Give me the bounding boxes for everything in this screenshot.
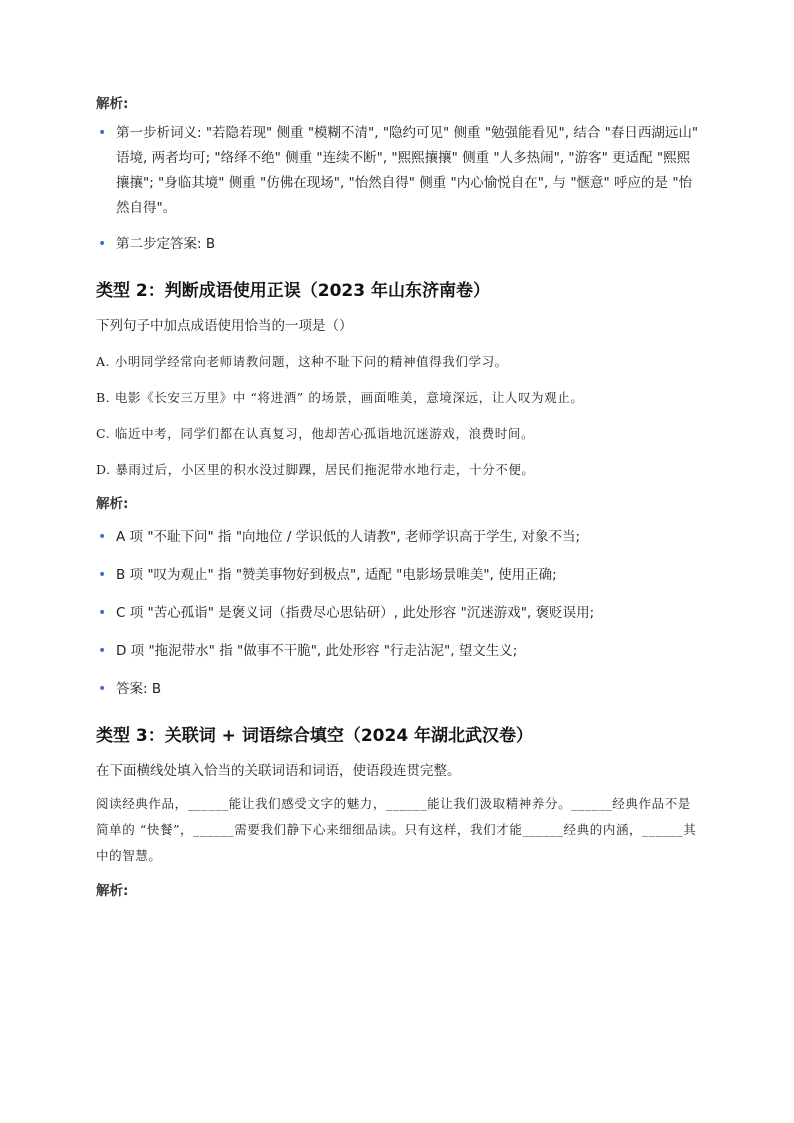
- analysis-item: • 第一步析词义: "若隐若现" 侧重 "模糊不清", "隐约可见" 侧重 "勉强能看见", 结合 "春日西湖远山" 语境, 两者均可; "络绎不绝" 侧重 "连续不断", "熙熙攘攘" 侧重 "人多热闹", "游客" 更适配 "熙熙攘攘"; "身临其境" 侧重 "仿佛在现场", "怡然自得" 侧重 "内心愉悦自在", 与 "惬意" 呼应的是 "怡然自得"。: [96, 121, 702, 221]
- analysis-item: • C 项 "苦心孤诣" 是褒义词（指费尽心思钻研）, 此处形容 "沉迷游戏", 褒贬误用;: [96, 601, 702, 626]
- section-heading: 类型 2：判断成语使用正误（2023 年山东济南卷）: [96, 281, 490, 301]
- analysis-list: [96, 121, 702, 257]
- analysis-list: [96, 525, 702, 702]
- analysis-label: 解析:: [96, 96, 129, 112]
- instruction-text: 在下面横线处填入恰当的关联词语和词语，使语段连贯完整。: [96, 763, 461, 779]
- option-a: A. 小明同学经常向老师请教问题，这种不耻下问的精神值得我们学习。: [96, 354, 508, 369]
- section-heading: 类型 3：关联词 + 词语综合填空（2024 年湖北武汉卷）: [96, 726, 534, 746]
- analysis-label: 解析:: [96, 883, 129, 899]
- analysis-item: • D 项 "拖泥带水" 指 "做事不干脆", 此处形容 "行走沾泥", 望文生义;: [96, 639, 702, 664]
- option-b: B. 电影《长安三万里》中 “将进酒” 的场景，画面唯美，意境深远，让人叹为观止。: [96, 390, 584, 405]
- option-d: D. 暴雨过后，小区里的积水没过脚踝，居民们拖泥带水地行走，十分不便。: [96, 462, 535, 477]
- analysis-item: • A 项 "不耻下问" 指 "向地位 / 学识低的人请教", 老师学识高于学生, 对象不当;: [96, 525, 702, 550]
- analysis-item: • 第二步定答案: B: [96, 232, 702, 257]
- analysis-label: 解析:: [96, 496, 129, 512]
- option-c: C. 临近中考，同学们都在认真复习，他却苦心孤诣地沉迷游戏，浪费时间。: [96, 426, 535, 441]
- answer-item: • 答案: B: [96, 677, 702, 702]
- analysis-item: • B 项 "叹为观止" 指 "赞美事物好到极点", 适配 "电影场景唯美", 使用正确;: [96, 563, 702, 588]
- document-content: [96, 94, 702, 901]
- question-text: 下列句子中加点成语使用恰当的一项是（）: [96, 318, 353, 334]
- passage-text: 阅读经典作品，______能让我们感受文字的魅力，______能让我们汲取精神养分。______经典作品不是简单的 “快餐”，______需要我们静下心来细细品读。只有这样，我们才能______经典的内涵，______其中的智慧。: [96, 796, 697, 863]
